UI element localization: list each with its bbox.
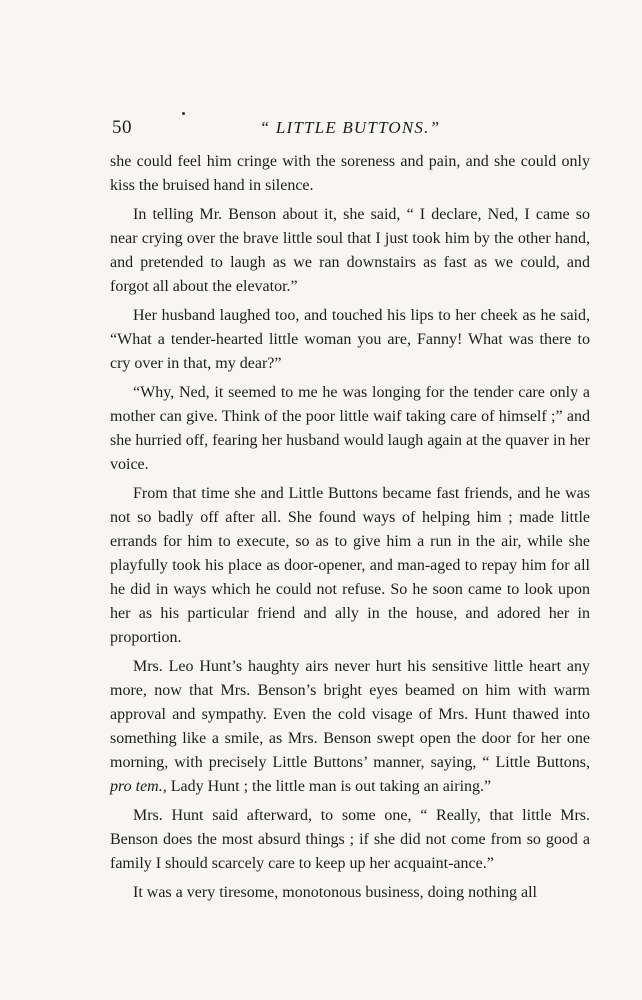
running-title: “ LITTLE BUTTONS.” bbox=[259, 118, 441, 137]
paragraph bbox=[110, 203, 590, 299]
paragraph bbox=[110, 381, 590, 477]
text-run: “Why, Ned, it seemed to me he was longing for the tender care only a mother can give. Think of the poor little waif taking care of himself ;” and she hurried off, fearing her husband would laugh again at the quaver in her voice. bbox=[110, 384, 590, 473]
paragraph bbox=[110, 881, 590, 905]
text-run: she could feel him cringe with the soreness and pain, and she could only kiss the bruised hand in silence. bbox=[110, 153, 590, 194]
paragraph bbox=[110, 655, 590, 799]
ink-speck bbox=[182, 112, 185, 115]
text-run: Mrs. Hunt said afterward, to some one, “ Really, that little Mrs. Benson does the most absurd things ; if she did not come from so good a family I should scarcely care to keep up her acquaint-ance.” bbox=[110, 807, 590, 872]
italic-phrase: pro tem. bbox=[110, 778, 163, 795]
text-run: It was a very tiresome, monotonous business, doing nothing all bbox=[133, 884, 537, 901]
page-header bbox=[110, 114, 590, 140]
paragraph bbox=[110, 482, 590, 650]
body-text bbox=[110, 150, 590, 910]
page-number: 50 bbox=[112, 117, 132, 138]
text-run: , Lady Hunt ; the little man is out taking an airing.” bbox=[162, 778, 492, 795]
text-run: Her husband laughed too, and touched his lips to her cheek as he said, “What a tender-hearted little woman you are, Fanny! What was there to cry over in that, my dear?” bbox=[110, 307, 590, 372]
text-run: In telling Mr. Benson about it, she said, “ I declare, Ned, I came so near crying over the brave little soul that I just took him by the other hand, and pretended to laugh as we ran downstairs as fast as we could, and forgot all about the elevator.” bbox=[110, 206, 590, 295]
text-run: From that time she and Little Buttons became fast friends, and he was not so badly off after all. She found ways of helping him ; made little errands for him to execute, so as to give him a run in the air, while she playfully took his place as door-opener, and man-aged to repay him for all he did in ways which he could not refuse. So he soon came to look upon her as his particular friend and ally in the house, and adored her in proportion. bbox=[110, 485, 590, 646]
text-run: Mrs. Leo Hunt’s haughty airs never hurt his sensitive little heart any more, now that Mrs. Benson’s bright eyes beamed on him with warm approval and sympathy. Even the cold visage of Mrs. Hunt thawed into something like a smile, as Mrs. Benson swept open the door for her one morning, with precisely Little Buttons’ manner, saying, “ Little Buttons, bbox=[110, 658, 590, 771]
paragraph bbox=[110, 804, 590, 876]
paragraph bbox=[110, 304, 590, 376]
paragraph bbox=[110, 150, 590, 198]
